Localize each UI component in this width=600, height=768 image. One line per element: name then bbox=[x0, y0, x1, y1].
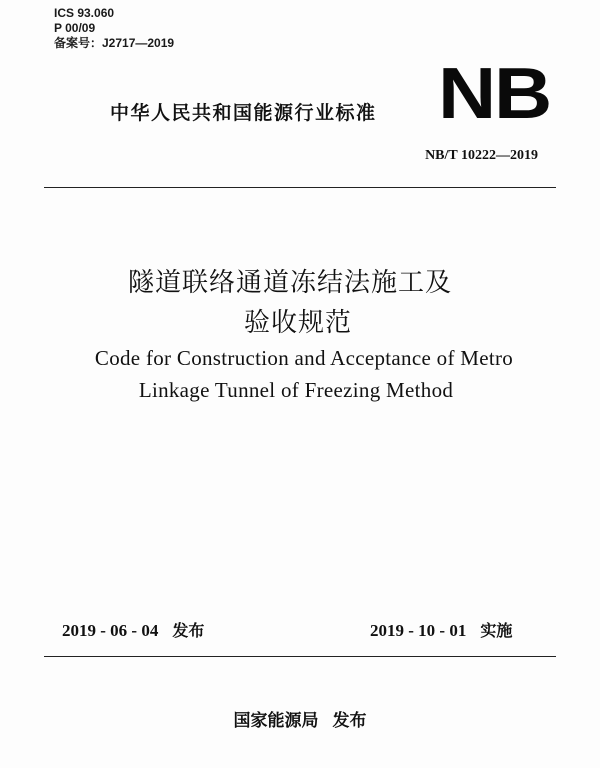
nb-logo: NB bbox=[438, 54, 550, 134]
implementation-date: 2019 - 10 - 01 bbox=[370, 621, 467, 640]
bottom-divider bbox=[44, 656, 556, 657]
issue-label: 发布 bbox=[172, 621, 205, 640]
title-chinese-line-1: 隧道联络通道冻结法施工及 bbox=[127, 268, 452, 298]
issue-date: 2019 - 06 - 04 bbox=[62, 621, 159, 640]
implementation-label: 实施 bbox=[480, 621, 513, 640]
class-code: P 00/09 bbox=[54, 21, 96, 35]
publisher-line bbox=[0, 706, 600, 731]
publisher-action: 发布 bbox=[332, 711, 367, 731]
ics-code: ICS 93.060 bbox=[54, 6, 115, 20]
top-divider bbox=[44, 187, 556, 188]
organization-header: 中华人民共和国能源行业标准 bbox=[110, 102, 377, 124]
title-chinese-line-2: 验收规范 bbox=[243, 308, 352, 338]
standard-number: NB/T 10222—2019 bbox=[425, 148, 538, 163]
issue-date-block bbox=[62, 618, 204, 641]
implementation-date-block bbox=[370, 618, 512, 641]
title-english-line-1: Code for Construction and Acceptance of Metro bbox=[94, 346, 514, 370]
title-english-line-2: Linkage Tunnel of Freezing Method bbox=[138, 378, 454, 402]
record-number: 备案号：J2717—2019 bbox=[54, 36, 175, 50]
publisher-name: 国家能源局 bbox=[233, 711, 319, 731]
classification-block bbox=[54, 6, 174, 51]
